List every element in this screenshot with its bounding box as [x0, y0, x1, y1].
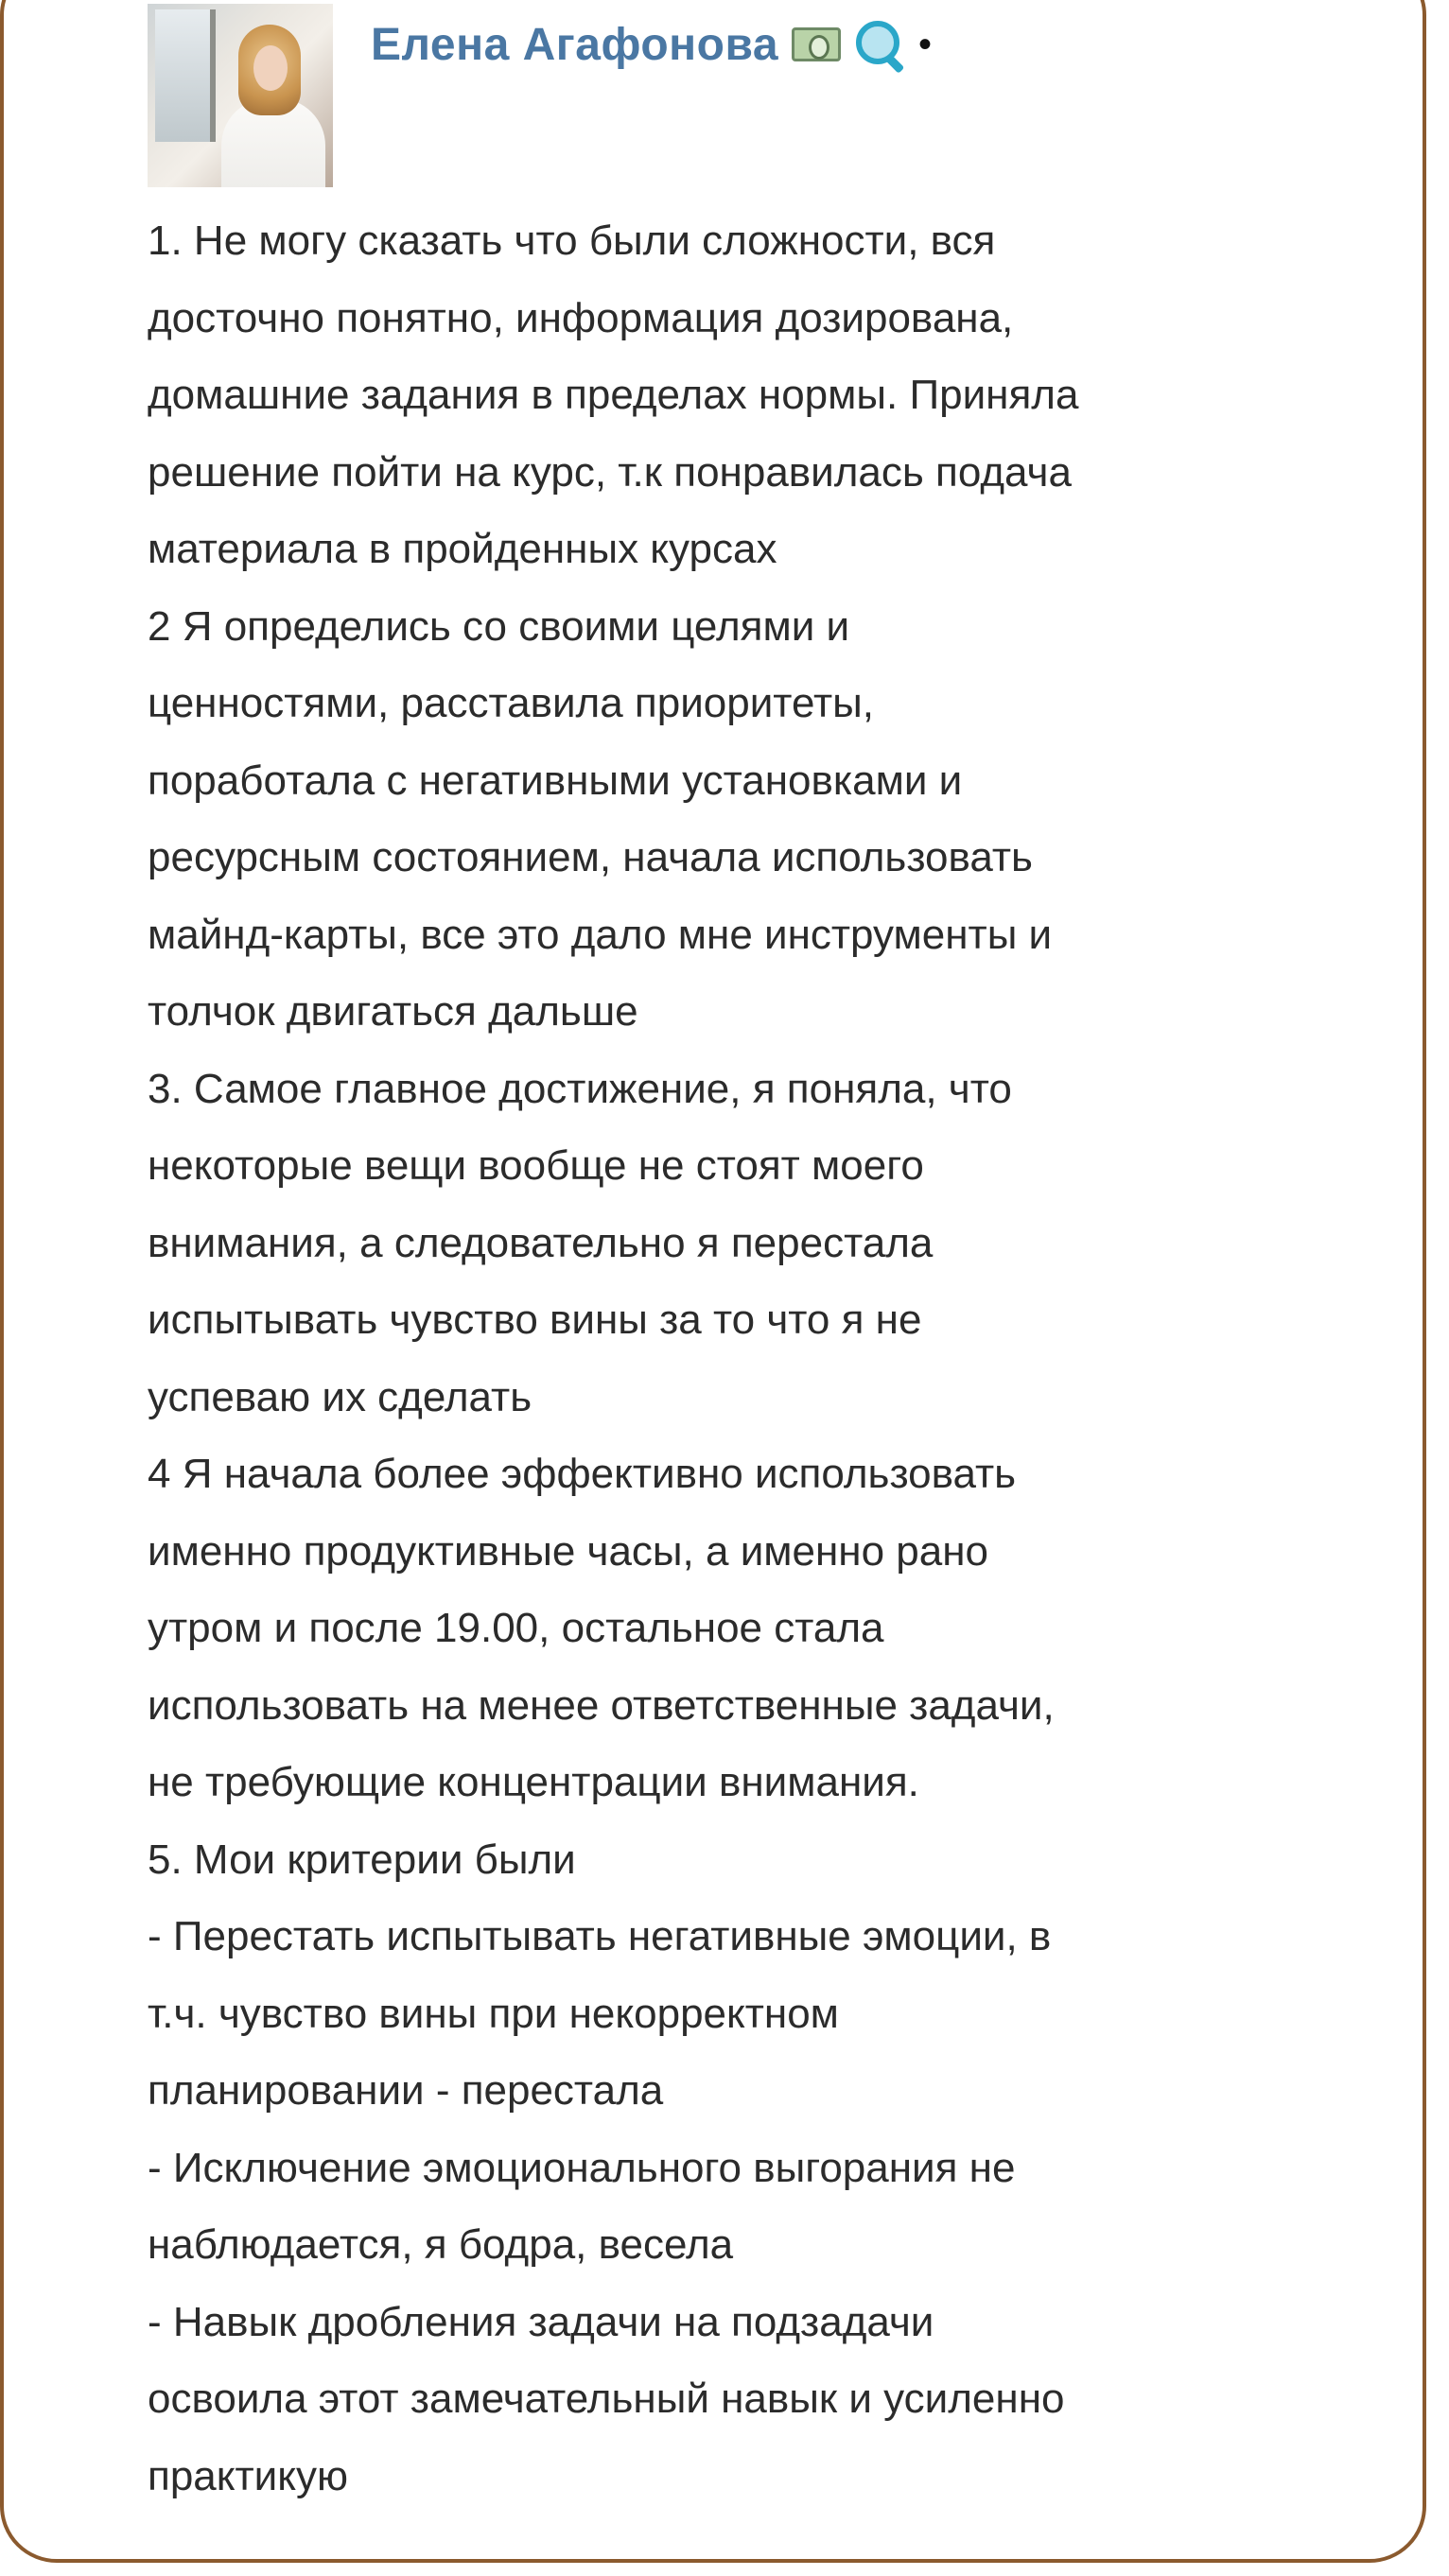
search-icon-handle	[885, 54, 905, 74]
author-header	[371, 11, 932, 78]
money-icon[interactable]	[792, 27, 841, 61]
avatar-figure-face	[253, 45, 288, 91]
avatar-background-window	[155, 9, 216, 142]
separator-dot: •	[918, 24, 933, 65]
review-body-text: 1. Не могу сказать что были сложности, вся досточно понятно, информация дозирована, домашние задания в пределах нормы. Приняла решение пойти на курс, т.к понравилась подача материала в пройденных курсах 2 Я определись со своими целями и ценностями, расставила приоритеты, поработала с негативными установками и ресурсным состоянием, начала использовать майнд-карты, все это дало мне инструменты и толчок двигаться дальше 3. Самое главное достижение, я поняла, что некоторые вещи вообще не стоят моего внимания, а следовательно я перестала испытывать чувство вины за то что я не успеваю их сделать 4 Я начала более эффективно использовать именно продуктивные часы, а именно рано утром и после 19.00, остальное стала использовать на менее ответственные задачи, не требующие концентрации внимания. 5. Мои критерии были - Перестать испытывать негативные эмоции, в т.ч. чувство вины при некорректном планировании - перестала - Исключение эмоционального выгорания не наблюдается, я бодра, весела - Навык дробления задачи на подзадачи освоила этот замечательный навык и усиленно практикую	[148, 218, 1079, 2499]
search-icon[interactable]	[854, 19, 905, 70]
avatar[interactable]	[148, 4, 333, 187]
author-name-link[interactable]: Елена Агафонова	[371, 19, 779, 70]
